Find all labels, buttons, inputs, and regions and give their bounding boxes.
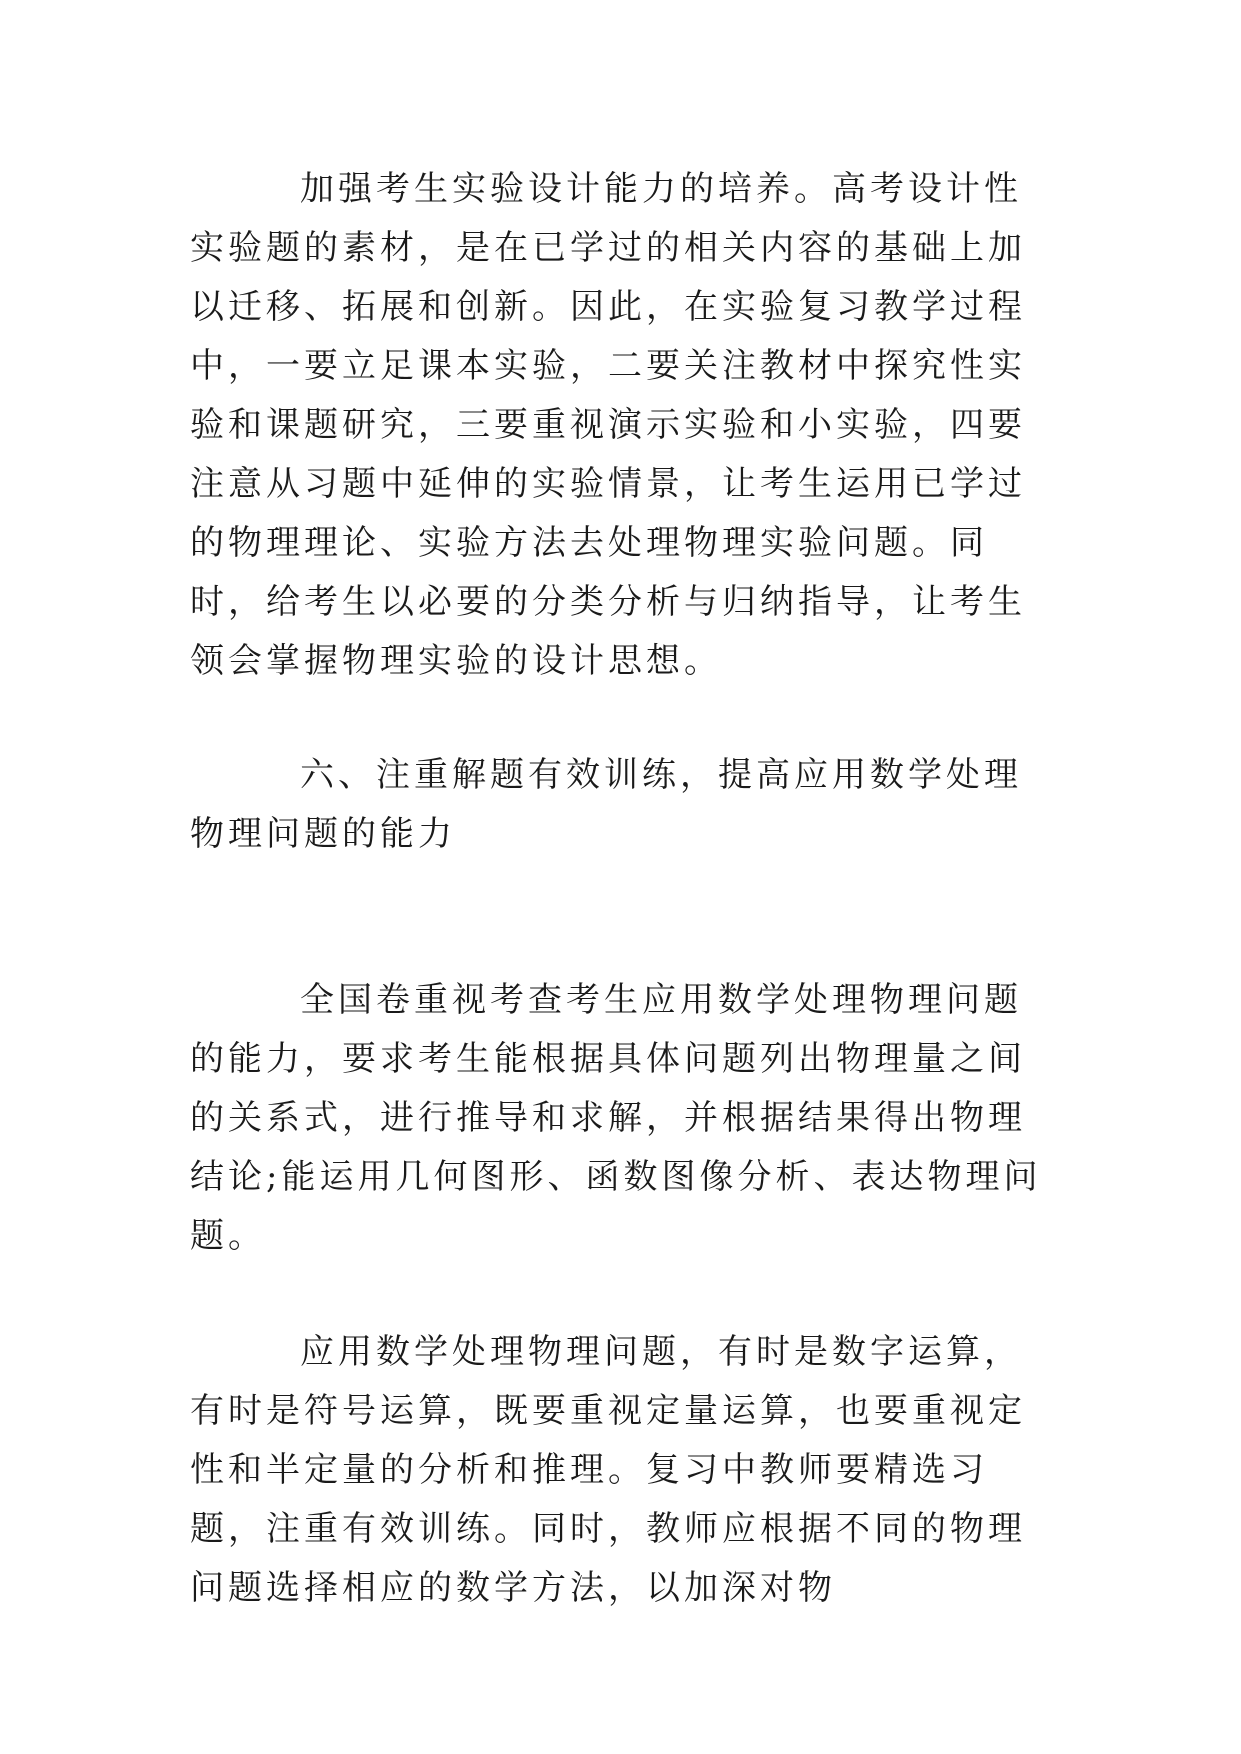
section-heading-six: 六、注重解题有效训练，提高应用数学处理物理问题的能力 [190,755,1022,854]
paragraph-experiment-design: 加强考生实验设计能力的培养。高考设计性实验题的素材，是在已学过的相关内容的基础上加以迁移、拓展和创新。因此，在实验复习教学过程中，一要立足课本实验，二要关注教材中探究性实验和课题研究，三要重视演示实验和小实验，四要注意从习题中延伸的实验情景，让考生运用已学过的物理理论、实验方法去处理物理实验问题。同时，给考生以必要的分类分析与归纳指导，让考生领会掌握物理实验的设计思想。 [190,169,1026,681]
paragraph-math-application: 应用数学处理物理问题，有时是数字运算，有时是符号运算，既要重视定量运算，也要重视定性和半定量的分析和推理。复习中教师要精选习题，注重有效训练。同时，教师应根据不同的物理问题选择相应的数学方法，以加深对物 [190,1332,1026,1608]
paragraph-math-ability: 全国卷重视考查考生应用数学处理物理问题的能力，要求考生能根据具体问题列出物理量之间的关系式，进行推导和求解，并根据结果得出物理结论;能运用几何图形、函数图像分析、表达物理问题。 [190,980,1042,1256]
